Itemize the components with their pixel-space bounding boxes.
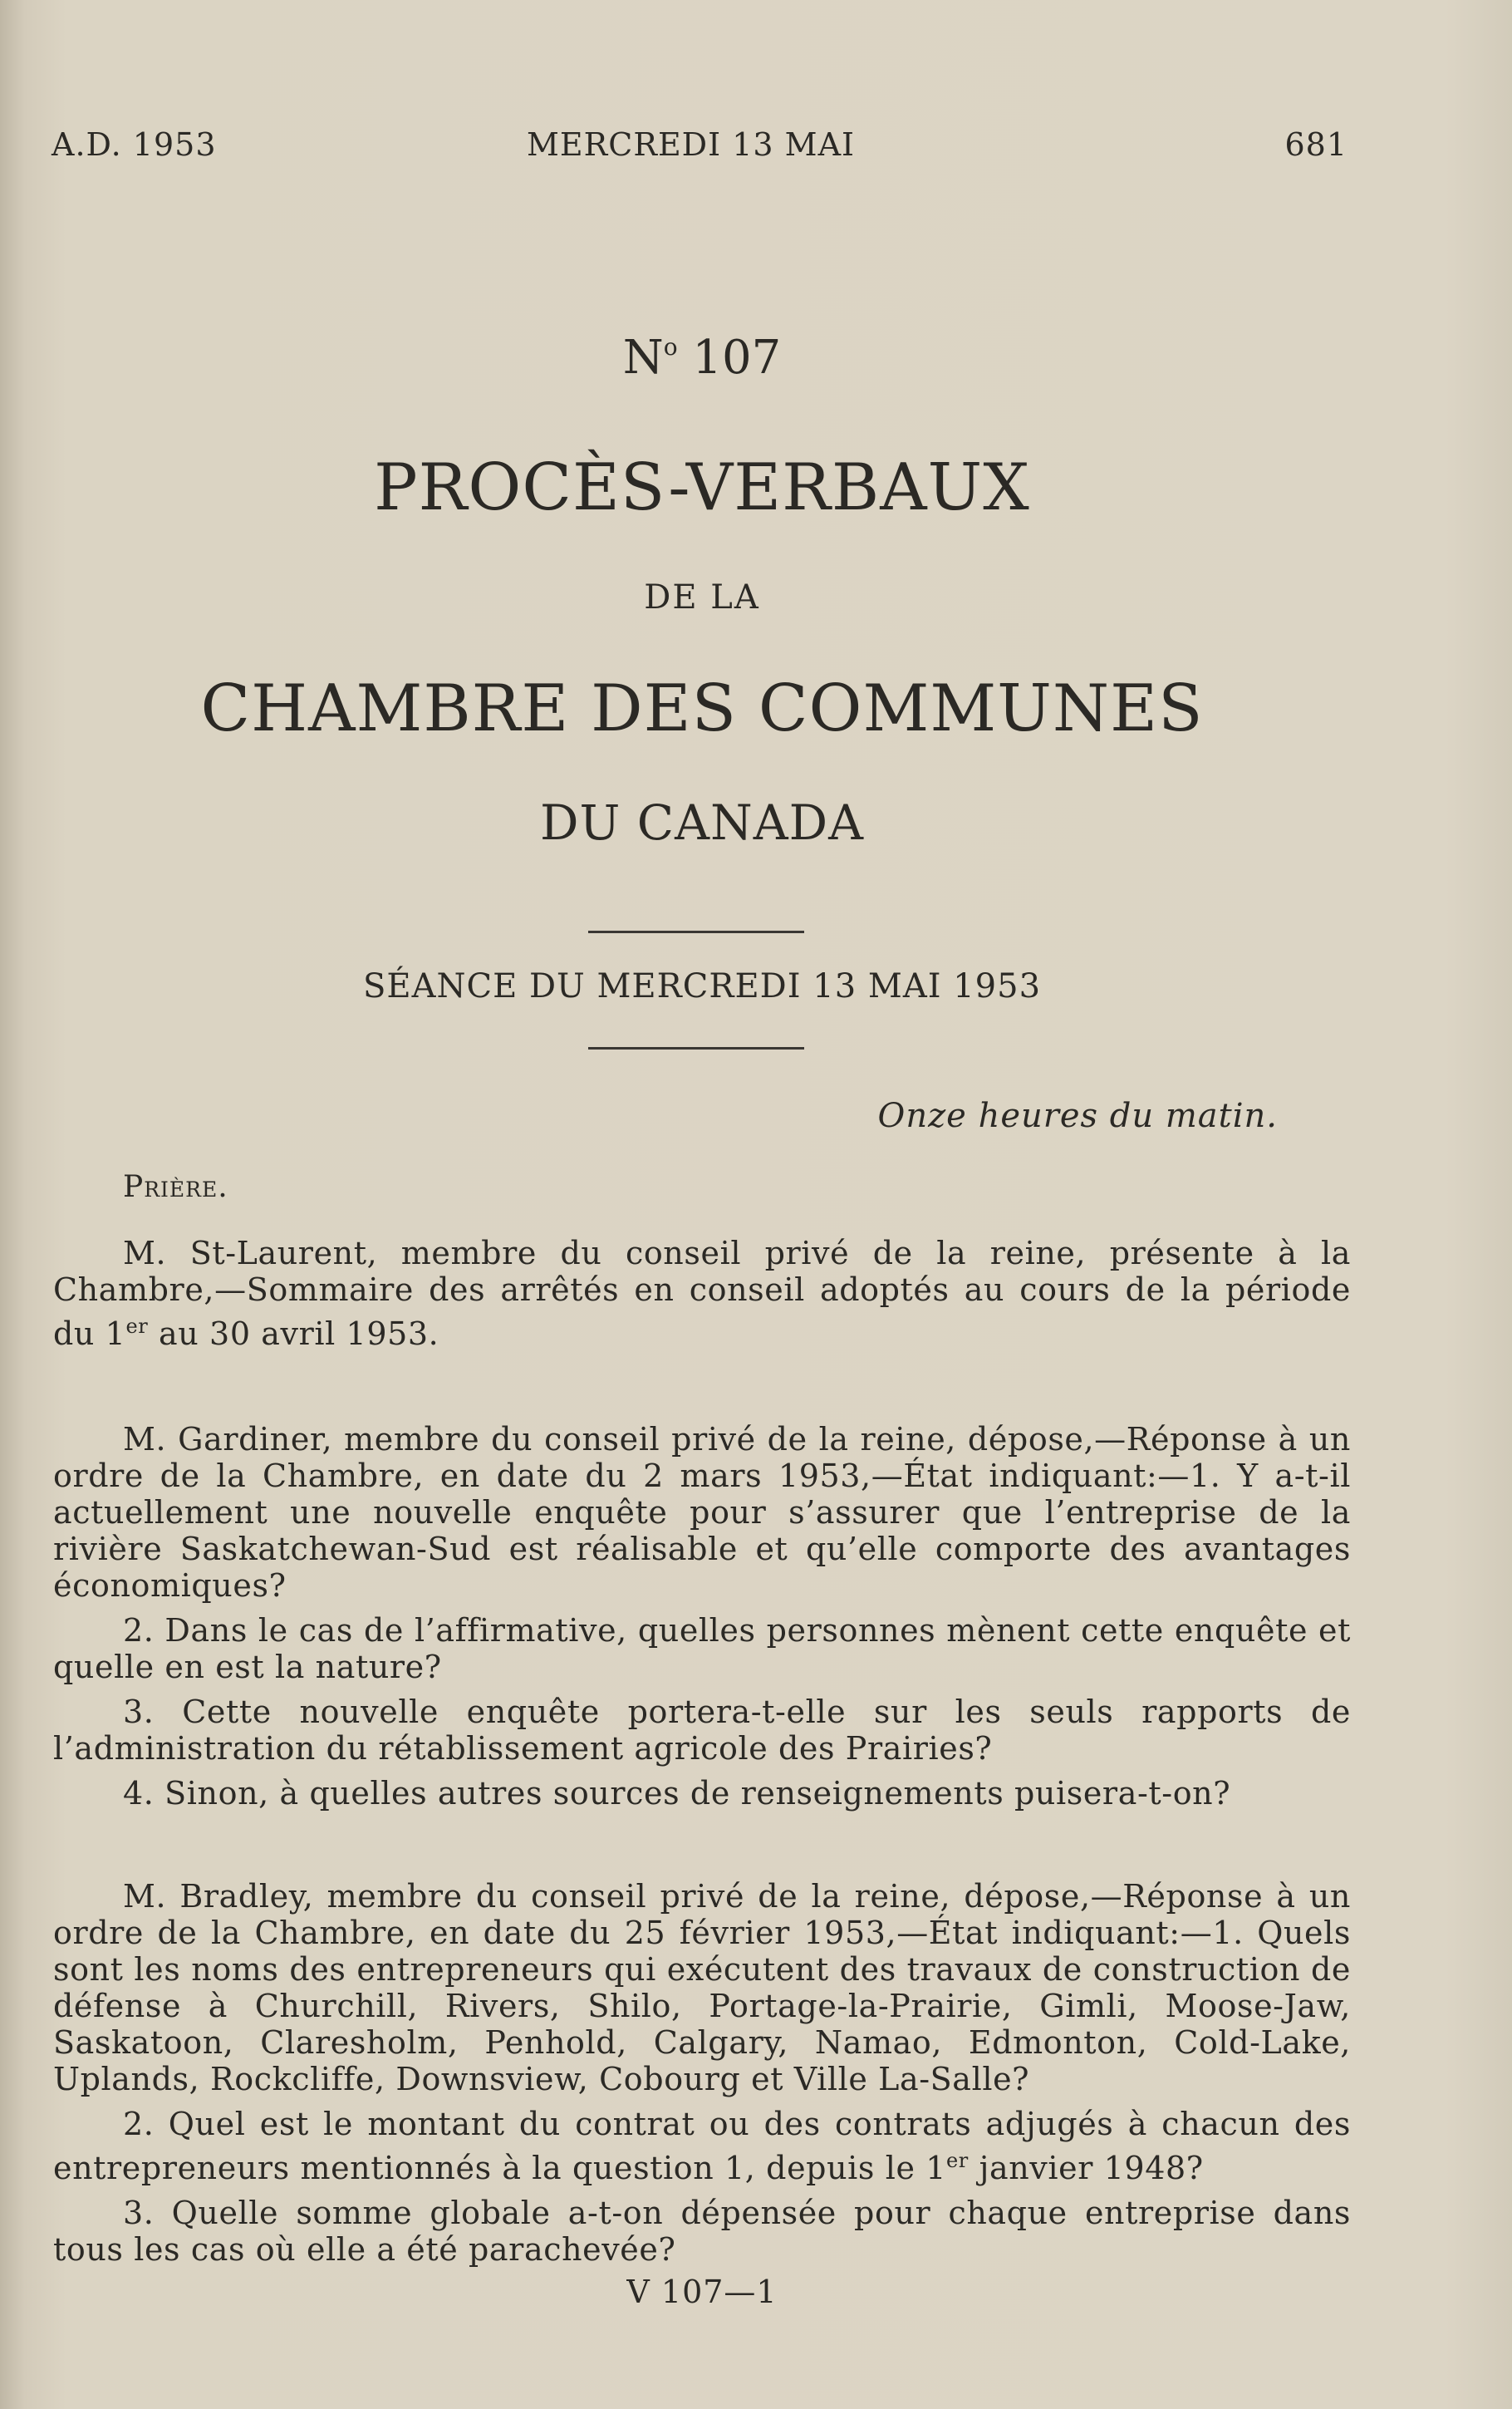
- question-4: 4. Sinon, à quelles autres sources de renseignements puisera-t-on?: [123, 1775, 1231, 1812]
- running-header: [52, 126, 1348, 168]
- paragraph-text: M. Gardiner, membre du conseil privé de la reine, dépose,—Réponse à un ordre de la Chambre, en date du 2 mars 1953,—État indiquant:—1. Y a-t-il actuellement une nouvelle enquête pour s’assurer que l’entreprise de la rivière Saskatchewan-Sud est réalisable et qu’elle comporte des avantages économiques?: [53, 1421, 1351, 1604]
- title-canada: DU CANADA: [539, 794, 865, 851]
- issue-number: [0, 331, 1404, 385]
- paragraph-bradley: [53, 1878, 1351, 2268]
- question-2: [53, 2106, 1351, 2186]
- title-proces-verbaux: PROCÈS-VERBAUX: [374, 450, 1030, 525]
- divider-bottom: [588, 1047, 804, 1050]
- session-time: Onze heures du matin.: [877, 1097, 1278, 1135]
- text-part: au 30 avril 1953.: [148, 1315, 439, 1352]
- question-3: 3. Quelle somme globale a-t-on dépensée pour chaque entreprise dans tous les cas où elle a été parachevée?: [53, 2195, 1351, 2268]
- issue-number-prefix: N: [622, 331, 664, 385]
- paragraph-text: [53, 1235, 1351, 1352]
- paragraph-gardiner: [53, 1421, 1351, 1812]
- question-2: 2. Dans le cas de l’affirmative, quelles personnes mènent cette enquête et quelle en est la nature?: [53, 1612, 1351, 1685]
- question-3: 3. Cette nouvelle enquête portera-t-elle sur les seuls rapports de l’administration du rétablissement agricole des Prairies?: [53, 1694, 1351, 1767]
- signature-mark: V 107—1: [626, 2274, 778, 2310]
- text-part: M. St-Laurent, membre du conseil privé de la reine, présente à la Chambre,—Sommaire des arrêtés en conseil adoptés au cours de la période du 1: [53, 1235, 1351, 1352]
- superscript: er: [946, 2149, 969, 2172]
- paragraph-text: M. Bradley, membre du conseil privé de la reine, dépose,—Réponse à un ordre de la Chambre, en date du 25 février 1953,—État indiquant:—1. Quels sont les noms des entrepreneurs qui exécutent des travaux de construction de défense à Churchill, Rivers, Shilo, Portage-la-Prairie, Gimli, Moose-Jaw, Saskatoon, Claresholm, Penhold, Calgary, Namao, Edmonton, Cold-Lake, Uplands, Rockcliffe, Downsview, Cobourg et Ville La-Salle?: [53, 1878, 1351, 2097]
- header-date: MERCREDI 13 MAI: [527, 126, 856, 163]
- page-number: 681: [1284, 126, 1348, 163]
- paragraph-st-laurent: [53, 1235, 1351, 1352]
- divider-top: [588, 931, 804, 933]
- issue-number-value: 107: [692, 331, 782, 385]
- issue-number-sup: o: [663, 333, 678, 361]
- text-part: 2. Quel est le montant du contrat ou des contrats adjugés à chacun des entrepreneurs mentionnés à la question 1, depuis le 1: [53, 2106, 1351, 2186]
- seance-heading: SÉANCE DU MERCREDI 13 MAI 1953: [362, 967, 1042, 1005]
- header-year: A.D. 1953: [52, 126, 217, 163]
- title-de-la: DE LA: [644, 578, 760, 617]
- text-part: janvier 1948?: [968, 2150, 1204, 2186]
- priere-heading: Prière.: [123, 1170, 228, 1204]
- superscript: er: [125, 1315, 149, 1338]
- title-chambre: CHAMBRE DES COMMUNES: [200, 671, 1204, 746]
